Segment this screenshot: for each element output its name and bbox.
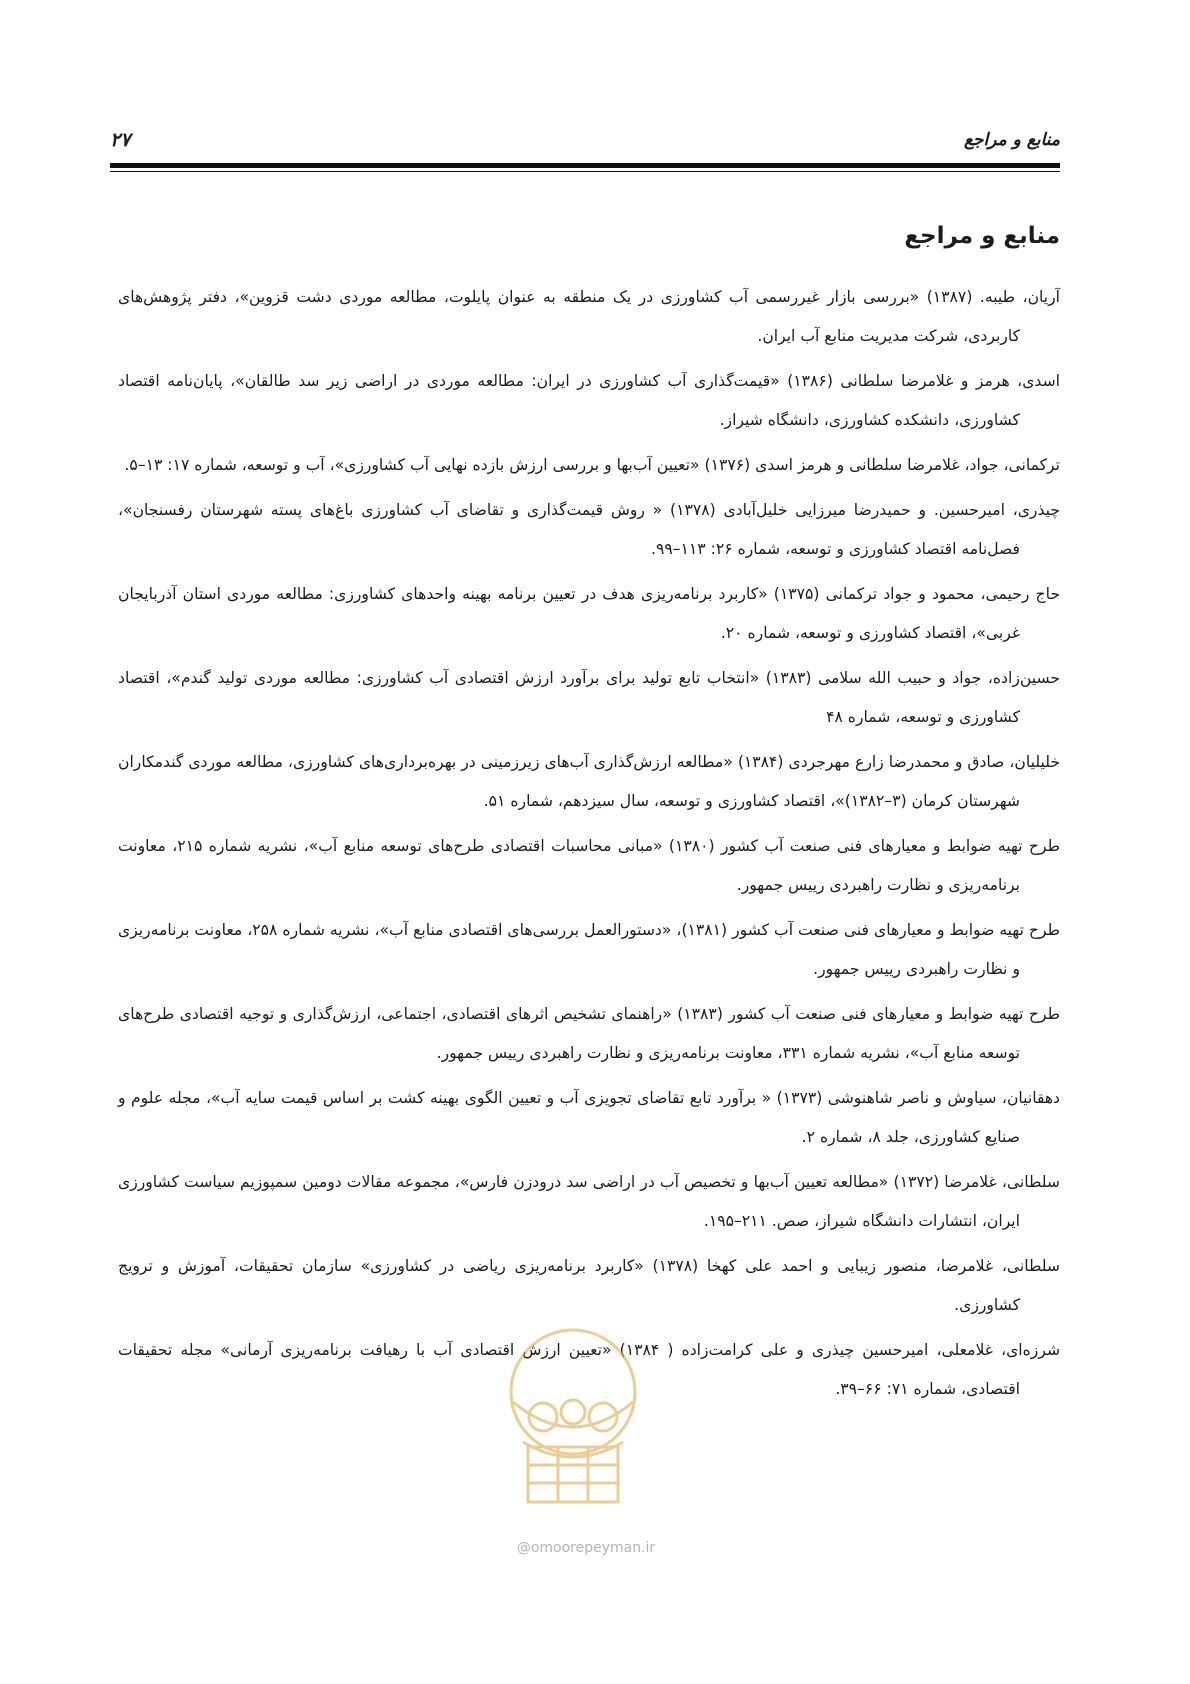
- reference-item: سلطانی، غلامرضا، منصور زیبایی و احمد علی کهخا (۱۳۷۸) «کاربرد برنامه‌ریزی ریاضی در کشاورزی» سازمان تحقیقات، آموزش و ترویج کشاورزی.: [118, 1257, 1060, 1314]
- page-number: ۲۷: [110, 129, 131, 151]
- reference-item: حاج رحیمی، محمود و جواد ترکمانی (۱۳۷۵) «کاربرد برنامه‌ریزی هدف در تعیین برنامه بهینه واحدهای کشاورزی: مطالعه موردی استان آذربایجان غربی»، اقتصاد کشاورزی و توسعه، شماره ۲۰.: [118, 585, 1060, 642]
- reference-item: طرح تهیه ضوابط و معیارهای فنی صنعت آب کشور (۱۳۸۰) «مبانی محاسبات اقتصادی طرح‌های توسعه منابع آب»، نشریه شماره ۲۱۵، معاونت برنامه‌ریزی و نظارت راهبردی رییس جمهور.: [118, 837, 1060, 894]
- reference-item: طرح تهیه ضوابط و معیارهای فنی صنعت آب کشور (۱۳۸۳) «راهنمای تشخیص اثرهای اقتصادی، اجتماعی، ارزش‌گذاری و توجیه اقتصادی طرح‌های توسعه منابع آب»، نشریه شماره ۳۳۱، معاونت برنامه‌ریزی و نظارت راهبردی رییس جمهور.: [118, 1005, 1060, 1062]
- header-rule-thin: [110, 171, 1060, 172]
- reference-item: دهقانیان، سیاوش و ناصر شاهنوشی (۱۳۷۳) « برآورد تابع تقاضای تجویزی آب و تعیین الگوی بهینه کشت بر اساس قیمت سایه آب»، مجله علوم و صنایع کشاورزی، جلد ۸، شماره ۲.: [118, 1089, 1060, 1146]
- reference-item: خلیلیان، صادق و محمدرضا زارع مهرجردی (۱۳۸۴) «مطالعه ارزش‌گذاری آب‌های زیرزمینی در بهره‌برداری‌های کشاورزی، مطالعه موردی گندمکاران شهرستان کرمان (۳–۱۳۸۲)»، اقتصاد کشاورزی و توسعه، سال سیزدهم، شماره ۵۱.: [118, 753, 1060, 810]
- section-title: منابع و مراجع: [904, 223, 1060, 249]
- running-title: منابع و مراجع: [963, 130, 1060, 150]
- reference-item: شرزه‌ای، غلامعلی، امیرحسین چیذری و علی کرامت‌زاده ( ۱۳۸۴) «تعیین ارزش اقتصادی آب با رهیافت برنامه‌ریزی آرمانی» مجله تحقیقات اقتصادی، شماره ۷۱: ۶۶–۳۹.: [118, 1341, 1061, 1398]
- reference-list: [118, 278, 1060, 1415]
- watermark-site: @omoorepeyman.ir: [516, 1540, 656, 1556]
- reference-item: حسین‌زاده، جواد و حبیب الله سلامی (۱۳۸۳) «انتخاب تابع تولید برای برآورد ارزش اقتصادی آب کشاورزی: مطالعه موردی تولید گندم»، اقتصاد کشاورزی و توسعه، شماره ۴۸: [118, 669, 1060, 726]
- reference-item: ترکمانی، جواد، غلامرضا سلطانی و هرمز اسدی (۱۳۷۶) «تعیین آب‌بها و بررسی ارزش بازده نهایی آب کشاورزی»، آب و توسعه، شماره ۱۷: ۱۳–۵.: [124, 456, 1060, 474]
- reference-item: سلطانی، غلامرضا (۱۳۷۲) «مطالعه تعیین آب‌بها و تخصیص آب در اراضی سد درودزن فارس»، مجموعه مقالات دومین سمپوزیم سیاست کشاورزی ایران، انتشارات دانشگاه شیراز، صص. ۲۱۱–۱۹۵.: [118, 1173, 1060, 1230]
- header-rule-thick: [110, 163, 1060, 168]
- page-header: [110, 128, 1060, 152]
- reference-item: چیذری، امیرحسین. و حمیدرضا میرزایی خلیل‌آبادی (۱۳۷۸) « روش قیمت‌گذاری و تقاضای آب کشاورزی باغ‌های پسته شهرستان رفسنجان»، فصل‌نامه اقتصاد کشاورزی و توسعه، شماره ۲۶: ۱۱۳–۹۹.: [118, 501, 1060, 558]
- reference-item: طرح تهیه ضوابط و معیارهای فنی صنعت آب کشور (۱۳۸۱)، «دستورالعمل بررسی‌های اقتصادی منابع آب»، نشریه شماره ۲۵۸، معاونت برنامه‌ریزی و نظارت راهبردی رییس جمهور.: [118, 921, 1060, 978]
- reference-item: آریان، طیبه. (۱۳۸۷) «بررسی بازار غیررسمی آب کشاورزی در یک منطقه به عنوان پایلوت، مطالعه موردی دشت قزوین»، دفتر پژوهش‌های کاربردی، شرکت مدیریت منابع آب ایران.: [118, 288, 1060, 345]
- reference-item: اسدی، هرمز و غلامرضا سلطانی (۱۳۸۶) «قیمت‌گذاری آب کشاورزی در ایران: مطالعه موردی در اراضی زیر سد طالقان»، پایان‌نامه اقتصاد کشاورزی، دانشکده کشاورزی، دانشگاه شیراز.: [118, 372, 1060, 429]
